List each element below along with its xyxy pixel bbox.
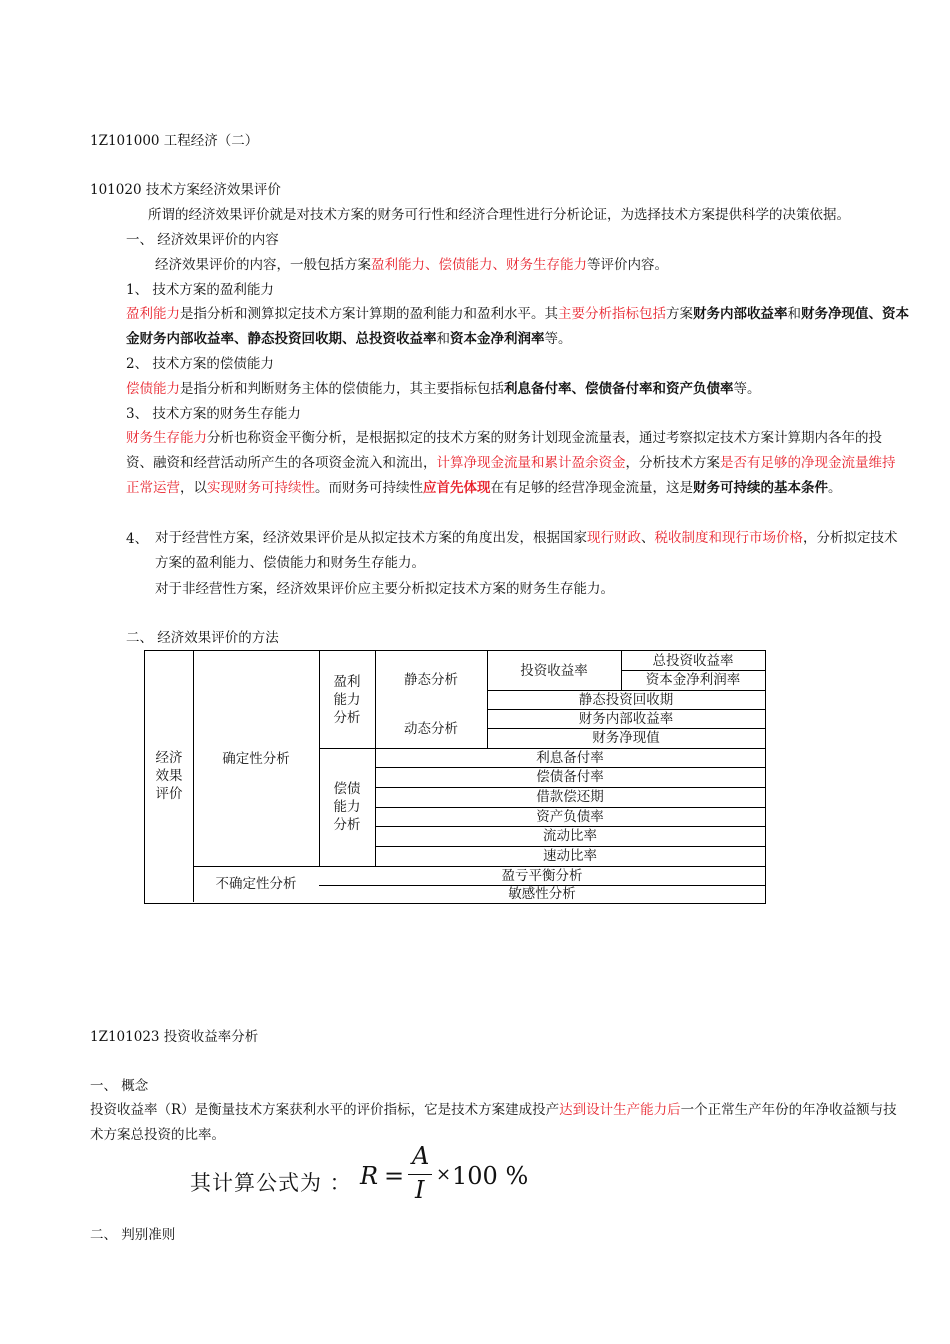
section-heading: 101020 技术方案经济效果评价 <box>90 182 281 198</box>
etc-text: 等。 <box>544 331 572 347</box>
profitability-indicators: 财务净现值、资本金财务内部收益率、静态投资回收期、总投资收益率 <box>126 306 909 347</box>
solvency-paragraph <box>126 377 761 397</box>
formula-denominator: I <box>415 1176 425 1204</box>
item-4-text-2: ，分析拟定技术方案的盈利能力、偿债能力和财务生存能力。 <box>155 530 898 571</box>
intro-paragraph: 所谓的经济效果评价就是对技术方案的财务可行性和经济合理性进行分析论证，为选择技术方案提供科学的决策依据。 <box>148 207 850 223</box>
concept-paragraph <box>90 1098 910 1148</box>
solvency-etc: 等。 <box>733 381 761 397</box>
content-text-a: 经济效果评价的内容，一般包括方案 <box>155 257 371 273</box>
content-text-c: 等评价内容。 <box>587 257 668 273</box>
survival-text-4: 。而财务可持续性 <box>315 480 423 496</box>
solvency-item-cell: 借款偿还期 <box>536 789 604 805</box>
profitability-indicators-label: 主要分析指标包括 <box>558 306 666 322</box>
solvency-item-cell: 利息备付率 <box>536 749 604 766</box>
survival-sustainability: 实现财务可持续性 <box>207 480 315 496</box>
solvency-item-cell: 流动比率 <box>543 828 597 844</box>
non-operating-paragraph: 对于非经营性方案，经济效果评价应主要分析拟定技术方案的财务生存能力。 <box>155 581 614 597</box>
survival-cashflow: 是否有足够的净现金流量维持正常运营 <box>126 455 896 496</box>
formula-eq: = <box>384 1162 405 1190</box>
formula-lhs: R <box>360 1162 379 1190</box>
firr-term: 财务内部收益率 <box>693 306 788 322</box>
formula-numerator: A <box>412 1142 430 1170</box>
concept-text-2: 一个正常生产年份的年净收益额与技术方案总投资的比率。 <box>90 1102 897 1143</box>
static-analysis-label: 静态分析 <box>404 672 458 688</box>
profitability-text-2: 方案 <box>666 306 693 322</box>
heading-survival: 3、 技术方案的财务生存能力 <box>126 406 301 422</box>
survival-term: 财务生存能力 <box>126 430 207 446</box>
item-4-number: 4、 <box>126 531 149 547</box>
static-payback-cell: 静态投资回收期 <box>578 691 674 708</box>
survival-basic-condition: 财务可持续的基本条件 <box>693 480 828 496</box>
heading-solvency: 2、 技术方案的偿债能力 <box>126 356 274 372</box>
fraction-bar <box>408 1174 432 1175</box>
evaluation-methods-table <box>144 650 766 904</box>
item-4-finance: 现行财政 <box>587 530 641 546</box>
item-4-text: 对于经营性方案，经济效果评价是从拟定技术方案的角度出发，根据国家 <box>155 530 587 546</box>
solvency-text: 是指分析和判断财务主体的偿债能力，其主要指标包括 <box>180 381 504 397</box>
breakeven-cell: 盈亏平衡分析 <box>501 867 583 884</box>
solvency-item-cell: 速动比率 <box>543 848 597 864</box>
and-text: 和 <box>787 306 801 322</box>
concept-text: 投资收益率（R）是衡量技术方案获利水平的评价指标，它是技术方案建成投产 <box>90 1102 560 1118</box>
solvency-indicators: 利息备付率、偿债备付率和资产负债率 <box>504 381 734 397</box>
survival-text-5: 在有足够的经营净现金流量，这是 <box>490 480 693 496</box>
item-4-sep: 、 <box>641 530 655 546</box>
formula-math <box>360 1142 560 1204</box>
heading-criteria: 二、 判别准则 <box>90 1227 176 1243</box>
profitability-paragraph <box>126 302 910 352</box>
heading-methods: 二、 经济效果评价的方法 <box>126 630 279 646</box>
content-paragraph <box>155 253 668 273</box>
sensitivity-cell: 敏感性分析 <box>508 885 576 902</box>
survival-first: 应首先体现 <box>423 480 491 496</box>
survival-paragraph <box>126 426 908 501</box>
content-text-highlight: 盈利能力、偿债能力、财务生存能力 <box>371 257 587 273</box>
survival-end: 。 <box>828 480 842 496</box>
subsection-title: 1Z101023 投资收益率分析 <box>90 1029 259 1045</box>
heading-content: 一、 经济效果评价的内容 <box>126 232 279 248</box>
doc-title: 1Z101000 工程经济（二） <box>90 133 259 149</box>
equity-profit-cell: 资本金净利润率 <box>645 672 741 688</box>
profitability-text: 是指分析和测算拟定技术方案计算期的盈利能力和盈利水平。其 <box>180 306 558 322</box>
item-4-tax-price: 税收制度和现行市场价格 <box>654 530 803 546</box>
concept-highlight: 达到设计生产能力后 <box>559 1102 681 1118</box>
roi-label: 投资收益率 <box>520 662 588 679</box>
survival-text-2: ，分析技术方案 <box>625 455 720 471</box>
solvency-analysis-label: 偿债 能力 分析 <box>333 781 361 833</box>
profitability-term: 盈利能力 <box>126 306 180 322</box>
formula-percent: 100 % <box>452 1162 529 1190</box>
survival-text: 分析也称资金平衡分析，是根据拟定的技术方案的财务计划现金流量表，通过考察拟定技术方案计算期内各年的投资、融资和经营活动所产生的各项资金流入和流出， <box>126 430 882 471</box>
and-text-2: 和 <box>436 331 450 347</box>
uncertain-analysis-label: 不确定性分析 <box>215 876 297 892</box>
formula-label: 其计算公式为 ： <box>190 1171 352 1195</box>
heading-concept: 一、 概念 <box>90 1078 149 1094</box>
solvency-item-cell: 资产负债率 <box>536 808 604 825</box>
survival-text-3: ，以 <box>180 480 207 496</box>
survival-calc: 计算净现金流量和累计盈余资金 <box>436 455 626 471</box>
table-root-label: 经济 效果 评价 <box>155 750 183 802</box>
dynamic-analysis-label: 动态分析 <box>404 720 458 737</box>
equity-profit-term: 资本金净利润率 <box>450 331 545 347</box>
item-4-paragraph <box>155 526 910 576</box>
solvency-item-cell: 偿债备付率 <box>536 769 604 785</box>
total-roi-cell: 总投资收益率 <box>652 652 734 669</box>
heading-profitability: 1、 技术方案的盈利能力 <box>126 282 274 298</box>
formula-times: × <box>436 1164 452 1185</box>
solvency-term: 偿债能力 <box>126 381 180 397</box>
deterministic-analysis-label: 确定性分析 <box>222 750 290 767</box>
firr-cell: 财务内部收益率 <box>578 710 674 727</box>
profitability-analysis-label: 盈利 能力 分析 <box>333 673 361 726</box>
fnpv-cell: 财务净现值 <box>592 730 660 746</box>
